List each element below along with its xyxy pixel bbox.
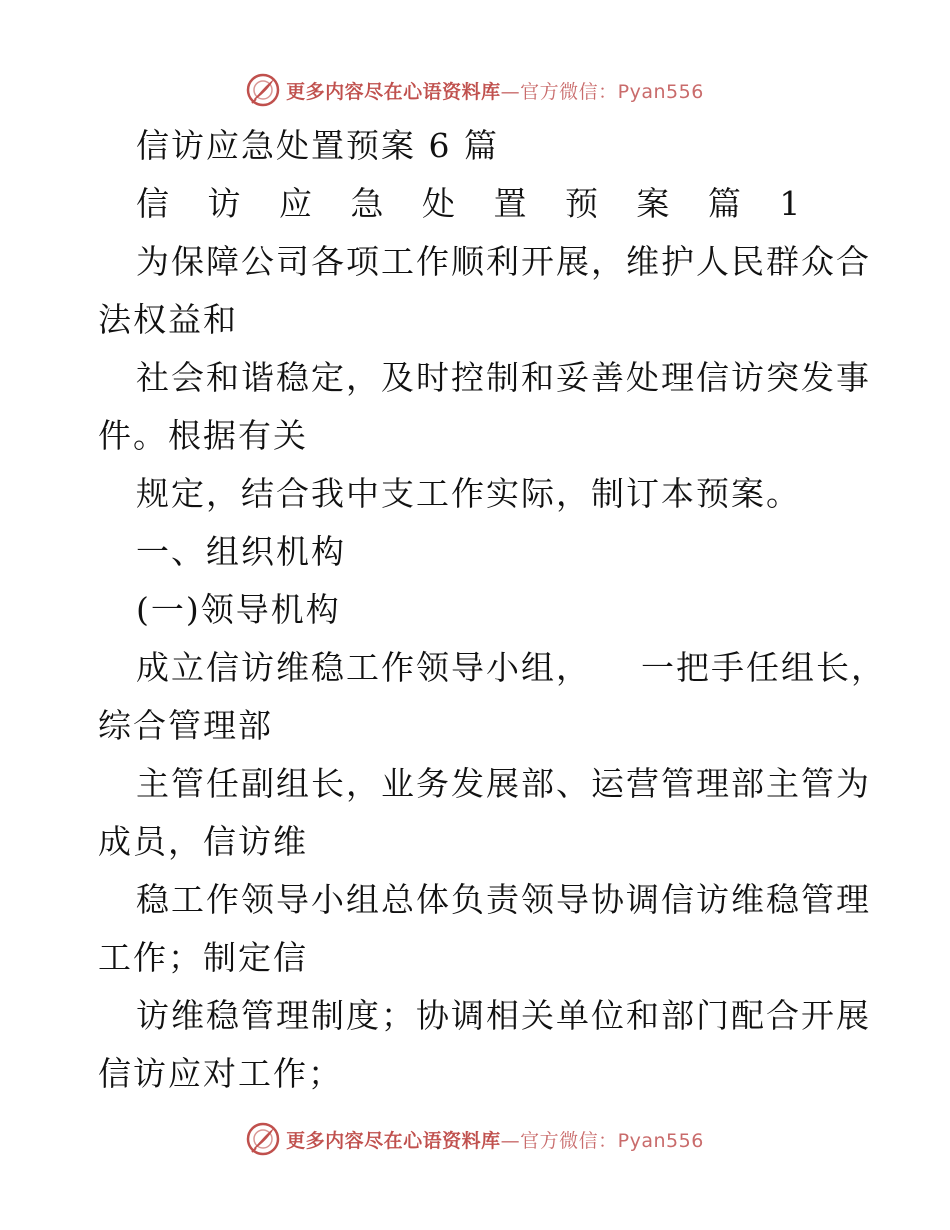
paragraph-line: 访维稳管理制度；协调相关单位和部门配合开展	[136, 996, 871, 1035]
watermark-separator: —	[500, 1129, 521, 1152]
paragraph-line: 件。根据有关	[98, 416, 308, 455]
paragraph-line: 综合管理部	[98, 706, 273, 745]
footer-watermark	[0, 1117, 950, 1161]
subheading: (一)领导机构	[136, 590, 341, 629]
watermark-tail: 官方微信：Pyan556	[520, 80, 704, 103]
feather-logo-icon	[246, 73, 280, 107]
paragraph-line: 成立信访维稳工作领导小组， 一把手任组长，	[136, 648, 886, 687]
watermark-tail: 官方微信：Pyan556	[520, 1129, 704, 1152]
paragraph-line: 工作；制定信	[98, 938, 308, 977]
section-heading: 信 访 应 急 处 置 预 案 篇 1	[136, 184, 815, 223]
paragraph-line: 稳工作领导小组总体负责领导协调信访维稳管理	[136, 880, 871, 919]
watermark-text	[286, 77, 704, 104]
feather-logo-icon	[246, 1122, 280, 1156]
document-title: 信访应急处置预案 6 篇	[136, 126, 499, 165]
watermark-text	[286, 1126, 704, 1153]
watermark-main: 更多内容尽在心语资料库	[286, 80, 501, 103]
header-watermark	[0, 68, 950, 112]
subheading: 一、组织机构	[136, 532, 346, 571]
paragraph-line: 社会和谐稳定，及时控制和妥善处理信访突发事	[136, 358, 871, 397]
paragraph-line: 成员，信访维	[98, 822, 308, 861]
paragraph-line: 主管任副组长，业务发展部、运营管理部主管为	[136, 764, 871, 803]
watermark-main: 更多内容尽在心语资料库	[286, 1129, 501, 1152]
paragraph-line: 法权益和	[98, 300, 238, 339]
paragraph-line: 为保障公司各项工作顺利开展，维护人民群众合	[136, 242, 871, 281]
watermark-separator: —	[500, 80, 521, 103]
paragraph-line: 信访应对工作；	[98, 1054, 343, 1093]
paragraph-line: 规定，结合我中支工作实际，制订本预案。	[136, 474, 801, 513]
